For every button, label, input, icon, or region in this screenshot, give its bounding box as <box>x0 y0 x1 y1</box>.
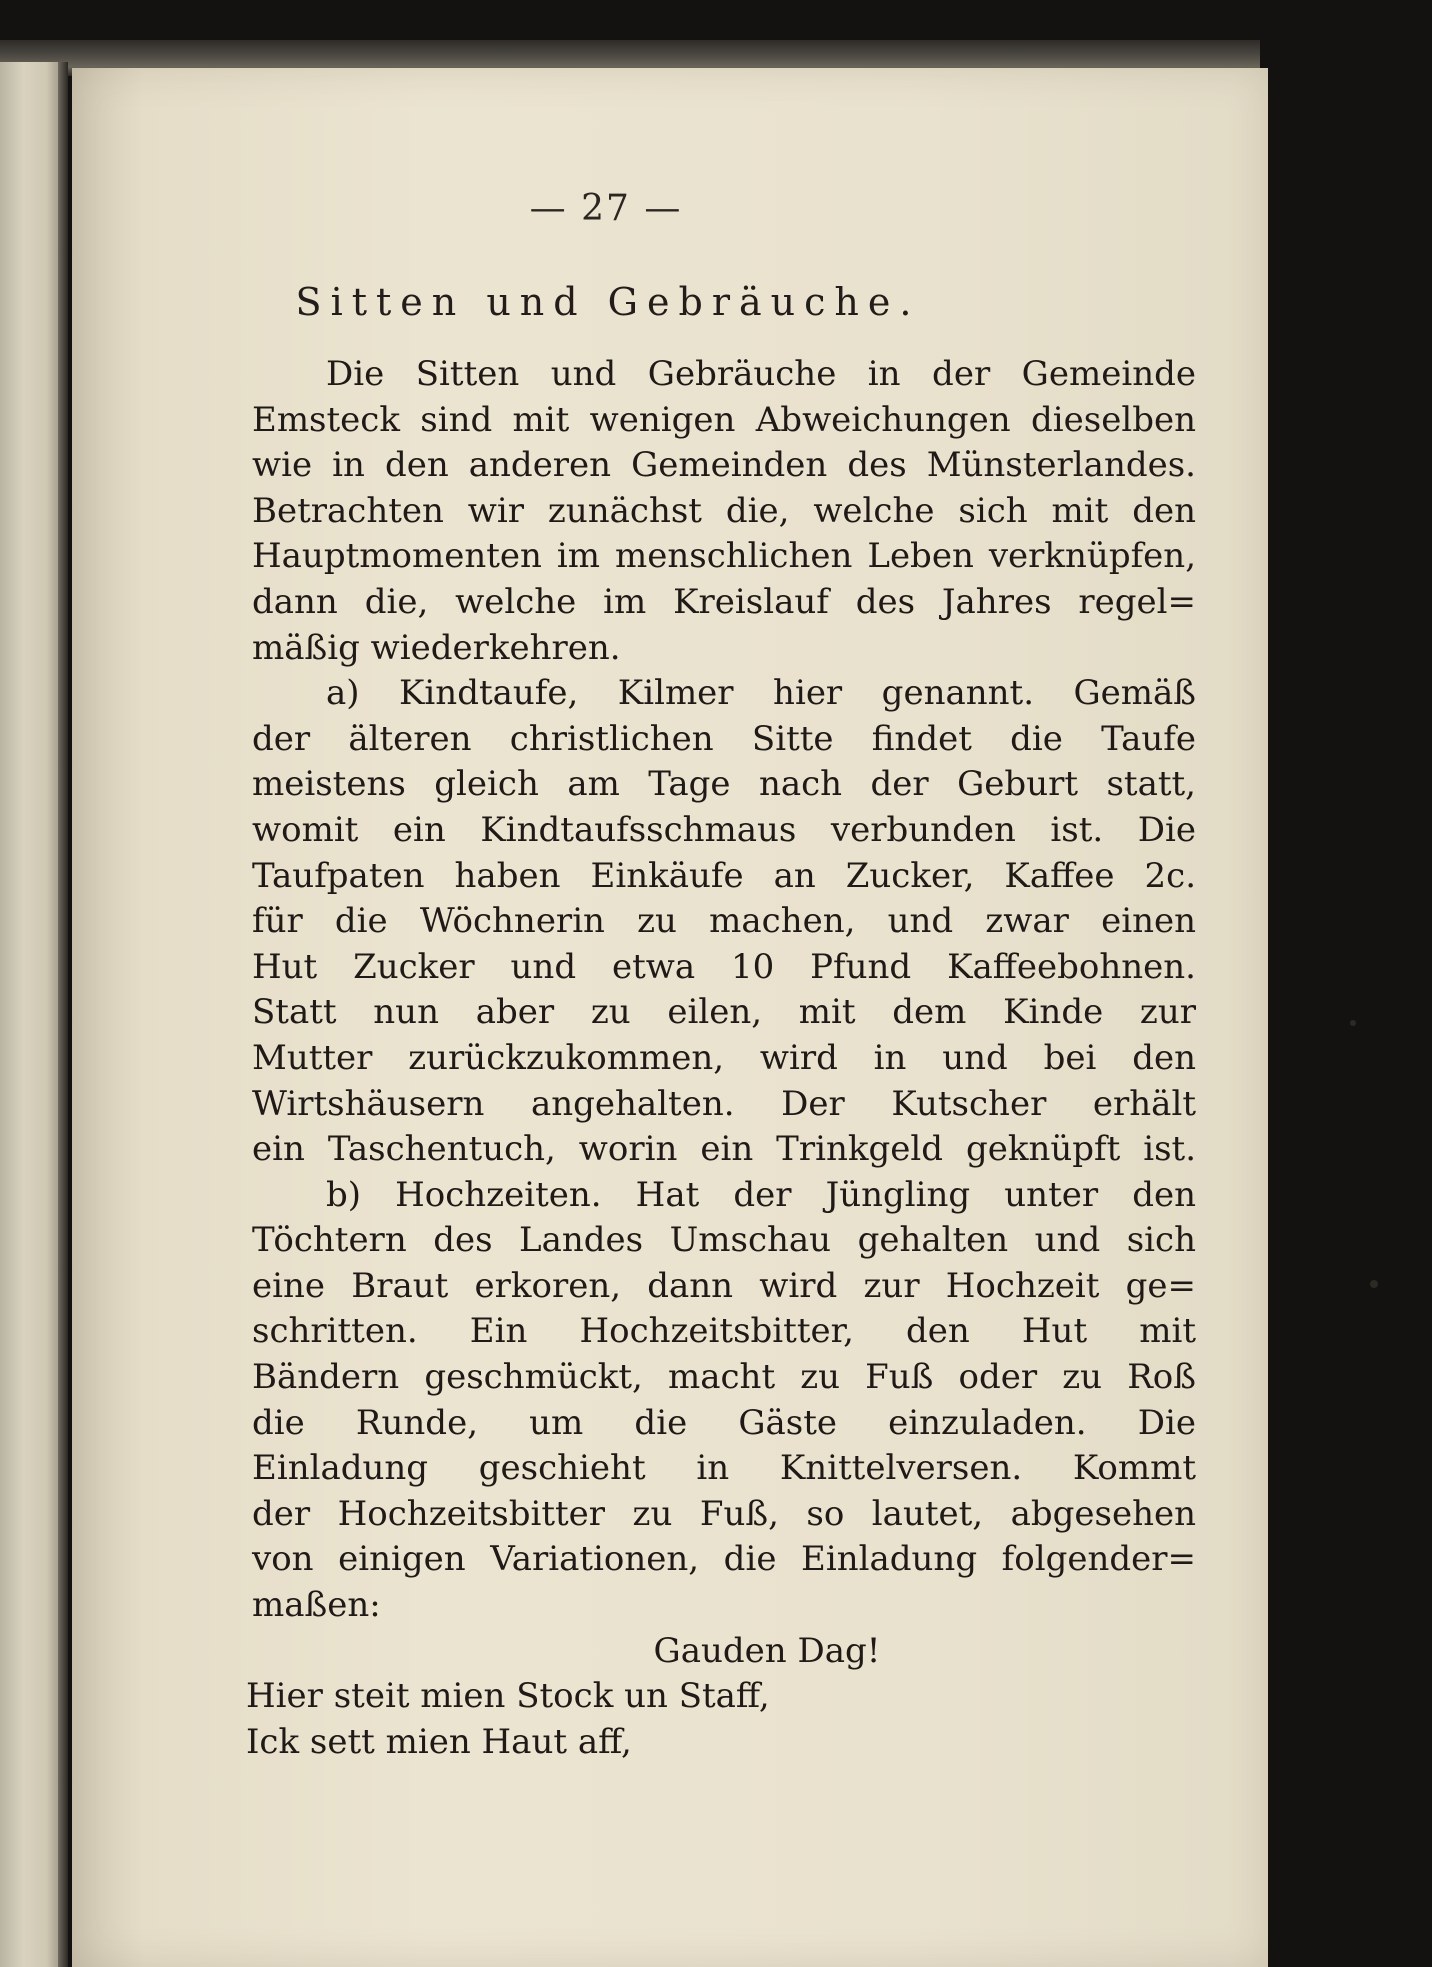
text-line: mäßig wiederkehren. <box>252 627 621 668</box>
page-heading: Sitten und Gebräuche. <box>295 280 921 324</box>
previous-page-edge <box>0 62 66 1967</box>
text-line: wie in den anderen Gemeinden des Münsterlandes. <box>252 445 1196 486</box>
page-gutter <box>58 62 68 1967</box>
verse-line: Hier steit mien Stock un Staff, <box>246 1676 770 1717</box>
text-line: Töchtern des Landes Umschau gehalten und sich <box>252 1220 1196 1261</box>
text-line: womit ein Kindtaufsschmaus verbunden ist. Die <box>252 809 1196 850</box>
text-line: Emsteck sind mit wenigen Abweichungen dieselben <box>252 399 1196 440</box>
body-text <box>246 352 1196 1765</box>
text-line: Taufpaten haben Einkäufe an Zucker, Kaffee 2c. <box>252 855 1196 896</box>
text-line: Einladung geschieht in Knittelversen. Kommt <box>252 1448 1196 1489</box>
text-line: Hauptmomenten im menschlichen Leben verknüpfen, <box>252 536 1196 577</box>
text-line: Hut Zucker und etwa 10 Pfund Kaffeebohnen. <box>252 946 1196 987</box>
text-line: Bändern geschmückt, macht zu Fuß oder zu Roß <box>252 1357 1196 1398</box>
text-line: ein Taschentuch, worin ein Trinkgeld geknüpft ist. <box>252 1129 1196 1170</box>
text-line: der Hochzeitsbitter zu Fuß, so lautet, abgesehen <box>252 1493 1196 1534</box>
text-line: schritten. Ein Hochzeitsbitter, den Hut mit <box>252 1311 1196 1352</box>
verse-line: Ick sett mien Haut aff, <box>246 1721 632 1762</box>
text-line: dann die, welche im Kreislauf des Jahres regel= <box>252 581 1196 622</box>
text-line: b) Hochzeiten. Hat der Jüngling unter den <box>326 1174 1196 1215</box>
text-line: Statt nun aber zu eilen, mit dem Kinde zur <box>252 992 1196 1033</box>
text-line: für die Wöchnerin zu machen, und zwar einen <box>252 901 1196 942</box>
text-line: meistens gleich am Tage nach der Geburt statt, <box>252 764 1196 805</box>
book-page <box>72 68 1268 1967</box>
text-line: die Runde, um die Gäste einzuladen. Die <box>252 1402 1196 1443</box>
text-line: Wirtshäusern angehalten. Der Kutscher erhält <box>252 1083 1196 1124</box>
page-number: — 27 — <box>529 188 683 229</box>
text-line: Mutter zurückzukommen, wird in und bei den <box>252 1037 1196 1078</box>
text-line: Die Sitten und Gebräuche in der Gemeinde <box>326 354 1196 394</box>
text-line: Betrachten wir zunächst die, welche sich mit den <box>252 490 1196 531</box>
scan-speck <box>1370 1280 1378 1288</box>
scan-speck <box>1350 1020 1356 1026</box>
verse-line: Gauden Dag! <box>653 1630 881 1671</box>
text-line: der älteren christlichen Sitte findet die Taufe <box>252 718 1196 759</box>
text-line: maßen: <box>252 1585 381 1626</box>
text-line: a) Kindtaufe, Kilmer hier genannt. Gemäß <box>326 673 1196 714</box>
text-line: eine Braut erkoren, dann wird zur Hochzeit ge= <box>252 1265 1196 1306</box>
text-line: von einigen Variationen, die Einladung folgender= <box>252 1539 1196 1580</box>
